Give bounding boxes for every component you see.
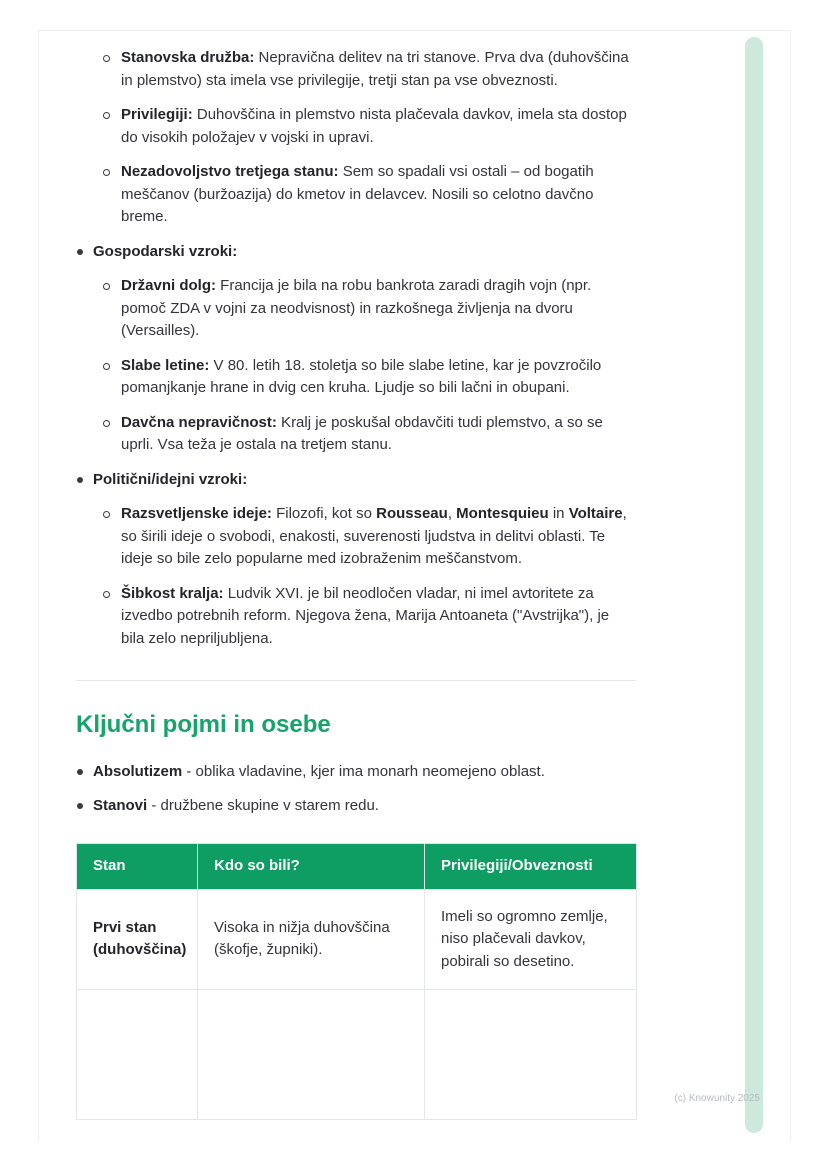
divider (76, 680, 636, 681)
table-cell (425, 990, 637, 1120)
list-item (93, 275, 636, 343)
table-cell: Visoka in nižja duhovščina (škofje, župniki). (198, 889, 425, 990)
term-label: Stanovi (93, 796, 148, 814)
table-header-cell: Stan (77, 844, 198, 890)
item-text: Filozofi, kot so (271, 505, 377, 522)
intro-list (93, 47, 636, 229)
item-text: Sem so spadali vsi ostali – od bogatih meščanov (buržoazija) do kmetov in delavcev. Nosili so celotno davčno breme. (121, 163, 594, 225)
list-item (93, 412, 636, 457)
item-label: Razsvetljenske ideje: (121, 505, 272, 522)
item-label: Slabe letine: (121, 356, 210, 374)
term-label: Absolutizem (93, 763, 183, 780)
document-card (38, 30, 791, 1140)
list-item (93, 583, 636, 651)
list-item (93, 503, 636, 571)
list-item (76, 795, 636, 818)
section-heading: Ključni pojmi in osebe (76, 711, 331, 738)
table-row-partial (77, 990, 637, 1120)
person-name: Voltaire (568, 505, 623, 522)
person-name: Rousseau (376, 505, 448, 522)
table-header-row (77, 844, 637, 890)
section-title: Gospodarski vzroki: (93, 242, 238, 260)
item-label: Privilegiji: (121, 106, 193, 123)
sub-list-economic (93, 275, 636, 457)
person-name: Montesquieu (456, 505, 549, 522)
list-item (93, 47, 636, 92)
causes-list (76, 241, 636, 651)
item-label: Davčna nepravičnost: (121, 413, 277, 431)
list-item (76, 241, 636, 457)
table-header-cell: Kdo so bili? (198, 844, 425, 890)
item-text: Kralj je poskušal obdavčiti tudi plemstvo, a so se uprli. Vsa teža je ostala na tretjem stanu. (121, 413, 603, 453)
list-item (76, 761, 636, 784)
list-item (76, 469, 636, 651)
term-text: - oblika vladavine, kjer ima monarh neomejeno oblast. (182, 763, 545, 780)
table-cell (77, 990, 198, 1120)
table-cell (198, 990, 425, 1120)
item-text: , (447, 505, 457, 522)
item-label: Nezadovoljstvo tretjega stanu: (121, 163, 339, 180)
list-item (93, 355, 636, 400)
item-text: Ludvik XVI. je bil neodločen vladar, ni imel avtoritete za izvedbo potrebnih reform. Njegova žena, Marija Antoaneta ("Avstrijka"), je bila zelo nepriljubljena. (121, 584, 610, 647)
list-item (93, 104, 636, 149)
section-title: Politični/idejni vzroki: (93, 470, 248, 488)
item-label: Državni dolg: (121, 277, 217, 294)
table-header-cell: Privilegiji/Obveznosti (425, 844, 637, 890)
table-cell: Prvi stan (duhovščina) (77, 889, 198, 990)
item-text: , so širili ideje o svobodi, enakosti, suverenosti ljudstva in delitvi oblasti. Te ideje so bile zelo popularne med izobraženim meščanstvom. (121, 505, 627, 567)
item-text: Nepravična delitev na tri stanove. Prva dva (duhovščina in plemstvo) sta imela vse privilegije, tretji stan pa vse obveznosti. (121, 49, 629, 89)
copyright-label: (c) Knowunity 2025 (674, 1093, 760, 1104)
estates-table (76, 843, 637, 1120)
item-label: Stanovska družba: (121, 49, 255, 66)
item-label: Šibkost kralja: (121, 584, 224, 602)
terms-list (76, 761, 636, 817)
scroll-indicator[interactable] (745, 37, 763, 1133)
sub-list-political (93, 503, 636, 650)
list-item (93, 161, 636, 229)
document-body (76, 47, 636, 1120)
item-text: V 80. letih 18. stoletja so bile slabe letine, kar je povzročilo pomanjkanje hrane in dvig cen kruha. Ljudje so bili lačni in obupani. (121, 356, 602, 396)
item-text: Duhovščina in plemstvo nista plačevala davkov, imela sta dostop do visokih položajev v vojski in upravi. (121, 106, 627, 146)
item-text: Francija je bila na robu bankrota zaradi dragih vojn (npr. pomoč ZDA v vojni za neodvisnost) in razkošnega življenja na dvoru (Versailles). (121, 277, 592, 339)
table-cell: Imeli so ogromno zemlje, niso plačevali davkov, pobirali so desetino. (425, 889, 637, 990)
term-text: - družbene skupine v starem redu. (147, 796, 379, 814)
item-text: in (548, 505, 569, 522)
table-row (77, 889, 637, 990)
